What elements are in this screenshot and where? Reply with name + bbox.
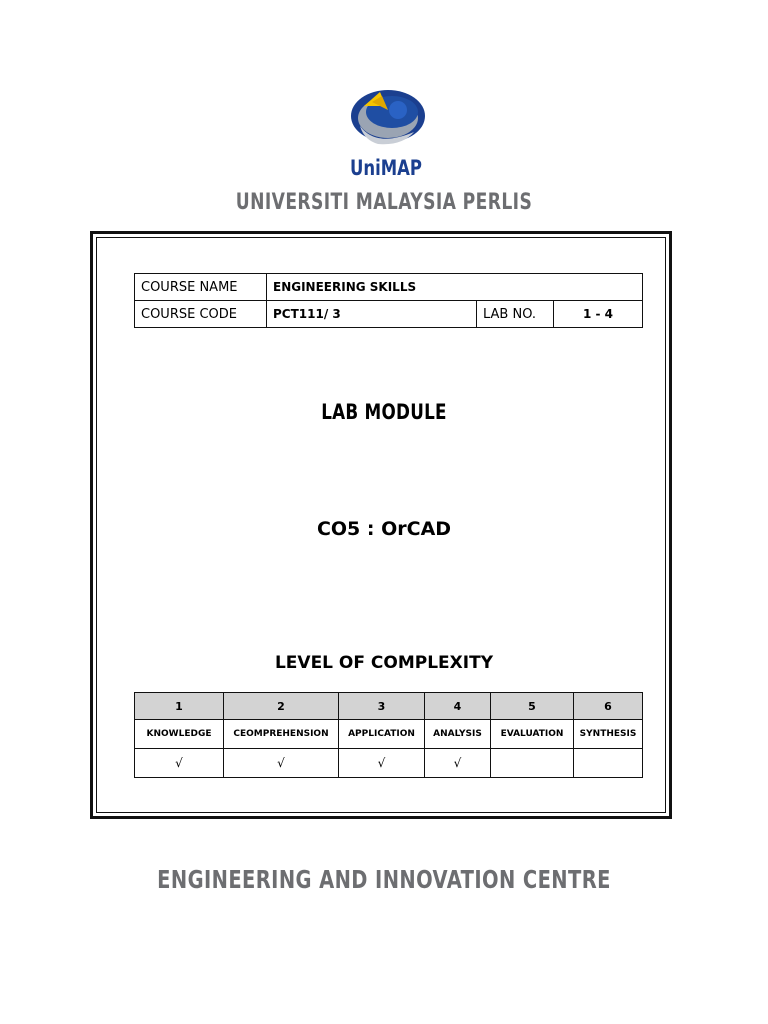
complexity-table: [134, 692, 643, 778]
level-name: EVALUATION: [491, 720, 574, 749]
course-code-value: PCT111/ 3: [267, 301, 477, 328]
level-number: 5: [491, 693, 574, 720]
course-info-table: [134, 273, 643, 328]
unimap-emblem-icon: [336, 82, 436, 182]
lab-no-value: 1 - 4: [554, 301, 643, 328]
level-name: SYNTHESIS: [574, 720, 643, 749]
level-name: CEOMPREHENSION: [224, 720, 339, 749]
level-name: APPLICATION: [339, 720, 425, 749]
university-name: UNIVERSITI MALAYSIA PERLIS: [235, 190, 533, 215]
level-tick: √: [135, 749, 224, 778]
level-name: KNOWLEDGE: [135, 720, 224, 749]
level-tick: √: [339, 749, 425, 778]
table-row: [135, 749, 643, 778]
level-tick: √: [224, 749, 339, 778]
table-row: [135, 301, 643, 328]
level-tick: √: [425, 749, 491, 778]
course-code-label: COURSE CODE: [135, 301, 267, 328]
complexity-heading: LEVEL OF COMPLEXITY: [274, 653, 494, 673]
module-subtitle: CO5 : OrCAD: [316, 518, 452, 540]
cover-frame: [90, 231, 672, 819]
level-number: 1: [135, 693, 224, 720]
table-row: [135, 274, 643, 301]
level-number: 6: [574, 693, 643, 720]
table-row: [135, 720, 643, 749]
level-name: ANALYSIS: [425, 720, 491, 749]
footer-centre-name: ENGINEERING AND INNOVATION CENTRE: [157, 865, 611, 894]
level-number: 2: [224, 693, 339, 720]
course-name-label: COURSE NAME: [135, 274, 267, 301]
level-tick: [491, 749, 574, 778]
module-title: LAB MODULE: [321, 400, 447, 424]
unimap-logo: [336, 82, 436, 182]
svg-text:UniMAP: UniMAP: [350, 156, 422, 180]
level-number: 3: [339, 693, 425, 720]
lab-no-label: LAB NO.: [477, 301, 554, 328]
table-row: [135, 693, 643, 720]
cover-frame-inner: [96, 237, 666, 813]
level-tick: [574, 749, 643, 778]
course-name-value: ENGINEERING SKILLS: [267, 274, 643, 301]
level-number: 4: [425, 693, 491, 720]
